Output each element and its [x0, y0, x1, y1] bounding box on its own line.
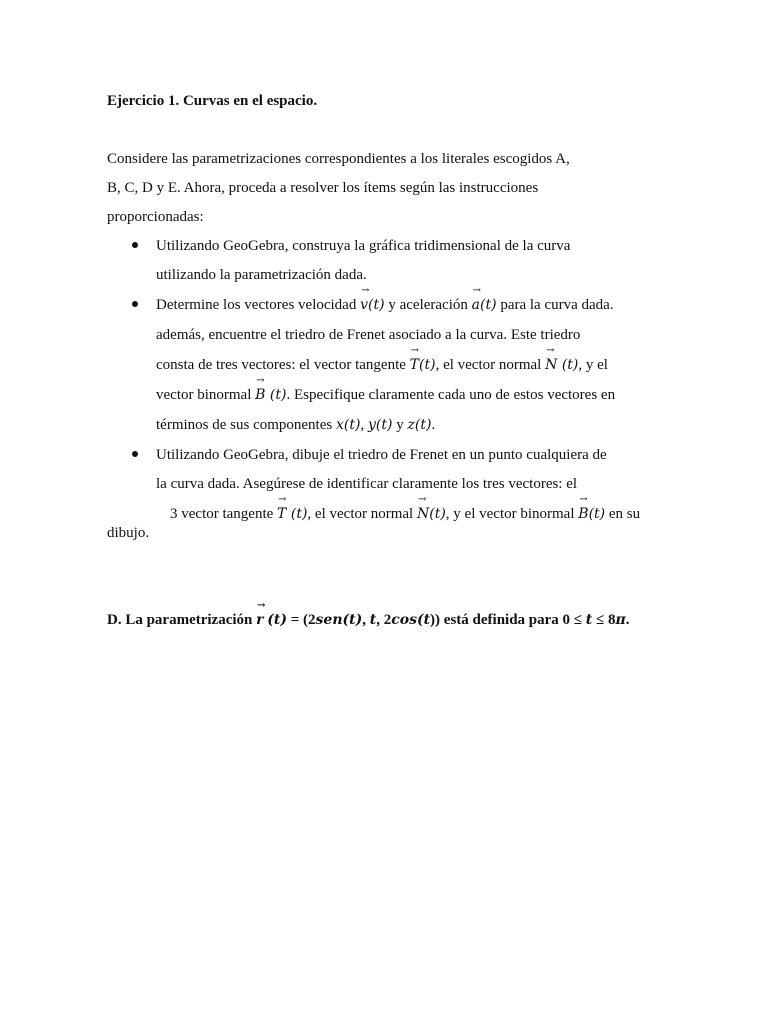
bullet-1-line-1: Utilizando GeoGebra, construya la gráfica tridimensional de la curva [156, 238, 571, 254]
bullet-2-line-2: además, encuentre el triedro de Frenet asociado a la curva. Este triedro [156, 327, 581, 343]
velocity-vector: → v [360, 285, 370, 313]
part-d-statement: D. La parametrización → r (t) = (2sen(t), t, 2cos(t)) está definida para 0 ≤ t ≤ 8π. [107, 600, 630, 628]
binormal-vector: → B [255, 375, 266, 403]
bullet-marker [132, 451, 138, 457]
intro-line-2: B, C, D y E. Ahora, proceda a resolver los ítems según las instrucciones [107, 180, 539, 196]
bullet-3-line-1: Utilizando GeoGebra, dibuje el triedro de Frenet en un punto cualquiera de [156, 447, 607, 463]
bullet-2-line-1: Determine los vectores velocidad → v(t) y aceleración → a(t) para la curva dada. [156, 285, 614, 313]
bullet-3-line-4: dibujo. [107, 525, 150, 541]
bullet-3-line-2: la curva dada. Asegúrese de identificar claramente los tres vectores: el [156, 476, 578, 492]
bullet-3-line-3: 3 vector tangente → T (t), el vector normal → N(t), y el vector binormal → B(t) en su [170, 494, 641, 522]
bullet-1-line-2: utilizando la parametrización dada. [156, 267, 367, 283]
bullet-marker [132, 242, 138, 248]
exercise-title: Ejercicio 1. Curvas en el espacio. [107, 93, 318, 109]
bullet-2-line-5: términos de sus componentes x(t), y(t) y z(t). [156, 417, 436, 433]
bullet-marker [132, 301, 138, 307]
bullet-2-line-3: consta de tres vectores: el vector tangente → T(t), el vector normal → N (t), y el [156, 345, 608, 373]
intro-line-3: proporcionadas: [107, 209, 204, 225]
normal-vector: → N [416, 494, 430, 522]
tangent-vector: → T [277, 494, 287, 522]
binormal-vector: → B [578, 494, 589, 522]
acceleration-vector: → a [471, 285, 482, 313]
intro-line-1: Considere las parametrizaciones correspondientes a los literales escogidos A, [107, 151, 570, 167]
position-vector: → r [256, 600, 266, 628]
tangent-vector: → T [409, 345, 420, 373]
normal-vector: → N [545, 345, 558, 373]
bullet-2-line-4: vector binormal → B (t). Especifique claramente cada uno de estos vectores en [156, 375, 616, 403]
